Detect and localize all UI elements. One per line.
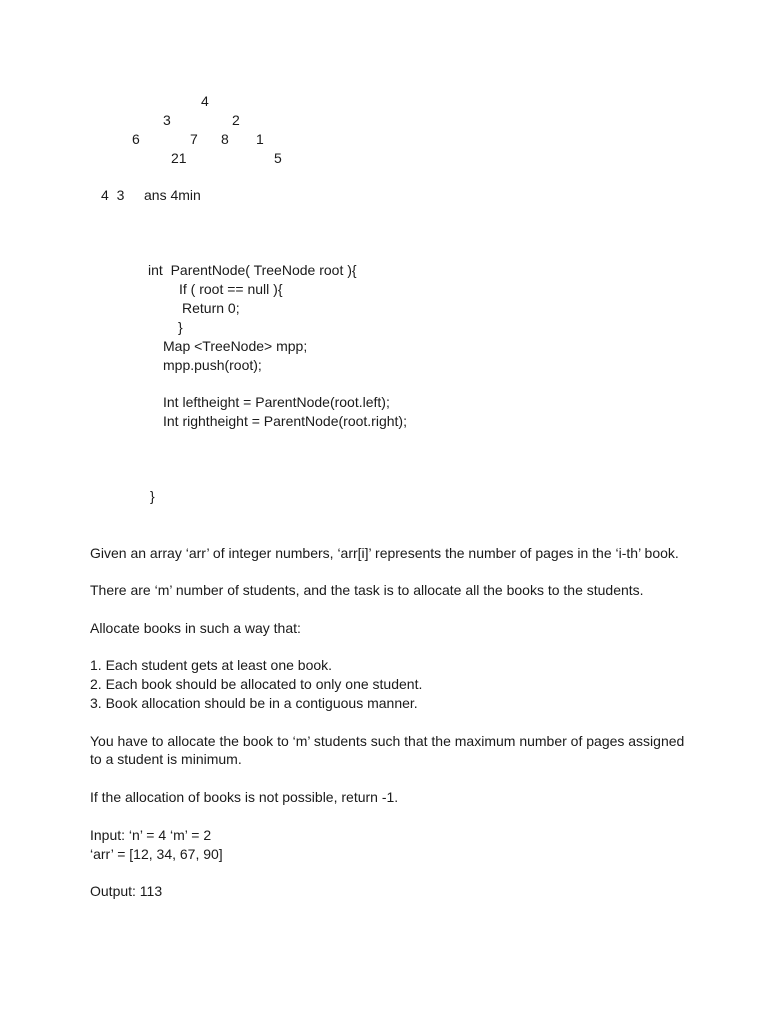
rule-1: 1. Each student gets at least one book. [90, 657, 333, 673]
code-close-fn: } [150, 488, 155, 504]
code-signature: int ParentNode( TreeNode root ){ [148, 262, 357, 278]
tree-node-5: 5 [274, 150, 282, 166]
code-if-line: If ( root == null ){ [179, 281, 283, 297]
tree-node-21: 21 [171, 150, 187, 166]
tree-node-1: 1 [256, 131, 264, 147]
answer-text: ans 4min [144, 187, 201, 203]
tree-node-2: 2 [232, 112, 240, 128]
problem-line-2: There are ‘m’ number of students, and the task is to allocate all the books to the students. [90, 582, 644, 598]
goal-line-1: You have to allocate the book to ‘m’ students such that the maximum number of pages assigned [90, 733, 685, 749]
problem-line-1: Given an array ‘arr’ of integer numbers, ‘arr[i]’ represents the number of pages in the ‘i-th’ book. [90, 545, 679, 561]
code-left-line: Int leftheight = ParentNode(root.left); [163, 394, 390, 410]
code-close-if: } [178, 319, 183, 335]
tree-node-4: 4 [201, 93, 209, 109]
code-right-line: Int rightheight = ParentNode(root.right); [163, 413, 407, 429]
tree-node-3: 3 [163, 112, 171, 128]
tree-node-7: 7 [190, 131, 198, 147]
fail-line: If the allocation of books is not possible, return -1. [90, 789, 399, 805]
code-return-line: Return 0; [182, 300, 240, 316]
input-line-1: Input: ‘n’ = 4 ‘m’ = 2 [90, 827, 212, 843]
rule-2: 2. Each book should be allocated to only one student. [90, 676, 423, 692]
input-line-2: ‘arr’ = [12, 34, 67, 90] [90, 846, 223, 862]
code-push-line: mpp.push(root); [163, 357, 262, 373]
answer-pair: 4 3 [101, 187, 125, 203]
rule-3: 3. Book allocation should be in a contiguous manner. [90, 695, 418, 711]
tree-node-6: 6 [132, 131, 140, 147]
problem-line-3: Allocate books in such a way that: [90, 620, 301, 636]
code-map-line: Map <TreeNode> mpp; [163, 338, 308, 354]
output-line: Output: 113 [90, 883, 163, 899]
goal-line-2: to a student is minimum. [90, 751, 242, 767]
tree-node-8: 8 [221, 131, 229, 147]
